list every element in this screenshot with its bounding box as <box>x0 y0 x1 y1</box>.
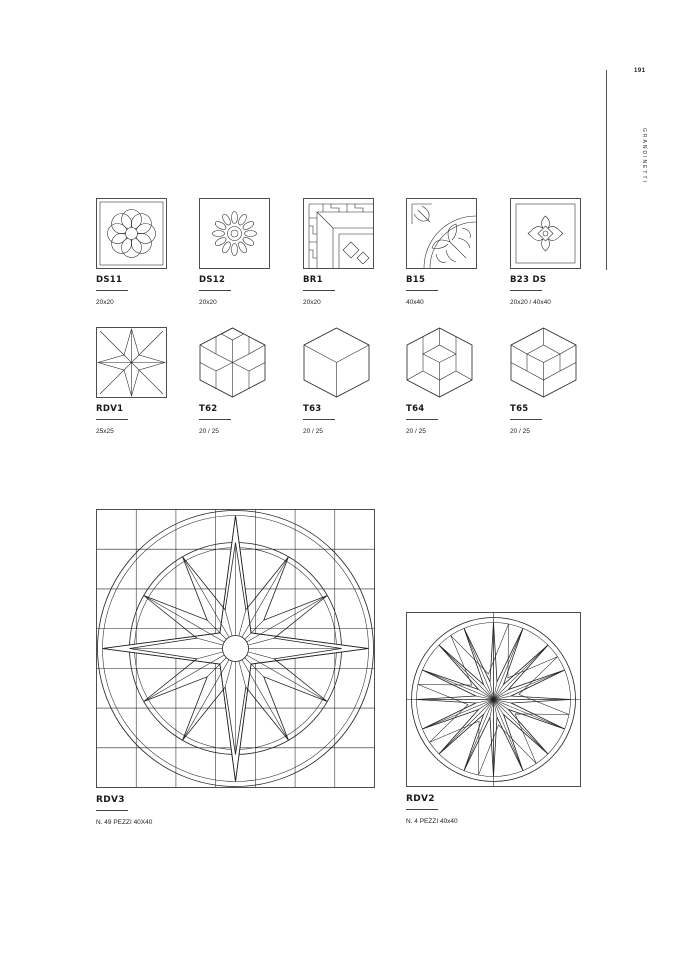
product-code: RDV1 <box>96 404 124 414</box>
hexagon-tumbling-blocks-icon <box>510 327 577 398</box>
product-t64 <box>406 327 473 435</box>
product-code: T64 <box>406 404 425 414</box>
hexagon-nested-cube-icon <box>406 327 473 398</box>
product-code: T63 <box>303 404 322 414</box>
divider <box>96 810 128 811</box>
product-size: N. 49 PEZZI 40X40 <box>96 819 153 826</box>
divider <box>510 419 542 420</box>
hexagon-cube-icon <box>303 327 370 398</box>
divider <box>96 419 128 420</box>
divider <box>406 419 438 420</box>
product-code: DS12 <box>199 275 226 285</box>
divider <box>199 290 231 291</box>
sixteen-point-compass-icon <box>406 612 581 787</box>
quatrefoil-icon <box>510 198 581 269</box>
product-code: T62 <box>199 404 218 414</box>
side-divider <box>606 70 607 270</box>
product-rdv2 <box>406 612 581 825</box>
product-code: DS11 <box>96 275 123 285</box>
product-code: B15 <box>406 275 426 285</box>
product-size: 25x25 <box>96 428 114 435</box>
product-t62 <box>199 327 266 435</box>
hexagon-cubes-icon <box>199 327 266 398</box>
flower-petals-icon <box>96 198 167 269</box>
product-code: RDV2 <box>406 794 435 804</box>
divider <box>96 290 128 291</box>
daisy-rosette-icon <box>199 198 270 269</box>
product-b15 <box>406 198 477 306</box>
product-code: BR1 <box>303 275 323 285</box>
product-t63 <box>303 327 370 435</box>
fleur-de-lis-corner-icon <box>406 198 477 269</box>
four-point-star-icon <box>96 327 167 398</box>
product-ds12 <box>199 198 270 306</box>
product-code: B23 DS <box>510 275 547 285</box>
divider <box>406 290 438 291</box>
product-b23ds <box>510 198 581 306</box>
product-t65 <box>510 327 577 435</box>
compass-rose-grid-icon <box>96 509 375 788</box>
product-size: 20 / 25 <box>406 428 426 435</box>
product-size: 20 / 25 <box>303 428 323 435</box>
product-size: 40x40 <box>406 299 424 306</box>
divider <box>510 290 542 291</box>
product-size: N. 4 PEZZI 40x40 <box>406 818 458 825</box>
product-size: 20x20 <box>199 299 217 306</box>
product-size: 20x20 <box>303 299 321 306</box>
product-rdv3 <box>96 509 375 826</box>
divider <box>303 290 335 291</box>
product-br1 <box>303 198 374 306</box>
section-title: GRANDINETTI <box>641 128 647 184</box>
product-size: 20x20 <box>96 299 114 306</box>
product-code: RDV3 <box>96 795 125 805</box>
product-ds11 <box>96 198 167 306</box>
divider <box>303 419 335 420</box>
product-size: 20 / 25 <box>510 428 530 435</box>
product-size: 20x20 / 40x40 <box>510 299 551 306</box>
greek-border-corner-icon <box>303 198 374 269</box>
divider <box>199 419 231 420</box>
product-rdv1 <box>96 327 167 435</box>
product-code: T65 <box>510 404 529 414</box>
page-number: 191 <box>634 68 646 74</box>
divider <box>406 809 438 810</box>
product-size: 20 / 25 <box>199 428 219 435</box>
